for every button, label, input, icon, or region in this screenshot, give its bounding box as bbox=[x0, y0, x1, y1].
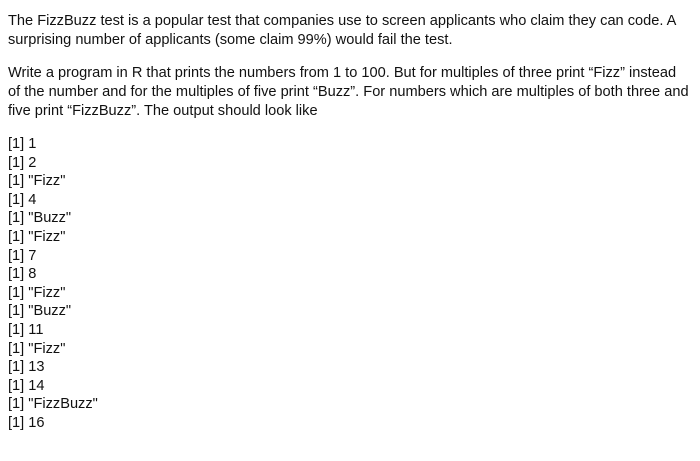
intro-paragraph: The FizzBuzz test is a popular test that companies use to screen applicants who claim they can code. A surprising number of applicants (some claim 99%) would fail the test. bbox=[8, 13, 676, 48]
output-line: [1] 2 bbox=[8, 154, 37, 171]
output-line: [1] "Buzz" bbox=[8, 210, 72, 227]
output-line: [1] "Buzz" bbox=[8, 303, 72, 320]
document-body bbox=[8, 12, 692, 433]
output-line: [1] "Fizz" bbox=[8, 228, 66, 245]
output-line: [1] "FizzBuzz" bbox=[8, 396, 98, 413]
output-line: [1] "Fizz" bbox=[8, 340, 66, 357]
output-line: [1] 16 bbox=[8, 414, 45, 431]
sample-output bbox=[8, 135, 692, 433]
output-line: [1] 14 bbox=[8, 377, 45, 394]
output-line: [1] 8 bbox=[8, 266, 37, 283]
output-line: [1] "Fizz" bbox=[8, 284, 66, 301]
output-line: [1] 7 bbox=[8, 247, 37, 264]
output-line: [1] 4 bbox=[8, 191, 37, 208]
output-line: [1] 11 bbox=[8, 321, 44, 338]
output-line: [1] 1 bbox=[8, 136, 37, 152]
task-paragraph: Write a program in R that prints the numbers from 1 to 100. But for multiples of three print “Fizz” instead of the number and for the multiples of five print “Buzz”. For numbers which are multiples of both three and five print “FizzBuzz”. The output should look like bbox=[8, 65, 689, 119]
output-line: [1] 13 bbox=[8, 359, 45, 376]
output-line: [1] "Fizz" bbox=[8, 173, 66, 190]
